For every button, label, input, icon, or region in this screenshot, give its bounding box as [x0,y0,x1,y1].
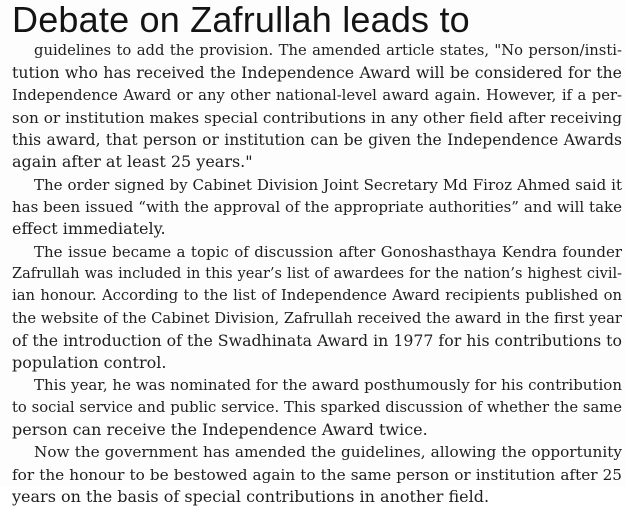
text-line: The order signed by Cabinet Division Joint Secretary Md Firoz Ahmed said it [34,175,622,194]
headline: Debate on Zafrullah leads to [12,0,470,40]
text-line: guidelines to add the provision. The amended article states, "No person/insti- [34,42,622,59]
text-line: This year, he was nominated for the award posthumously for his contribution [34,376,622,395]
text-line: of the introduction of the Swadhinata Award in 1977 for his contributions to [12,330,622,350]
text-line: population control. [12,353,167,373]
article-body [12,40,622,508]
text-line: this award, that person or institution can be given the Independence Awards [12,131,622,150]
paragraph [12,241,622,375]
paragraph [12,374,622,441]
text-line: Now the government has amended the guidelines, allowing the opportunity [34,443,622,462]
text-line: the website of the Cabinet Division, Zafrullah received the award in the first year [12,309,622,327]
text-line: ian honour. According to the list of Independence Award recipients published on [12,287,622,305]
text-line: to social service and public service. This sparked discussion of whether the same [12,398,622,416]
text-line: person can receive the Independence Award twice. [12,420,428,440]
text-line: again after at least 25 years." [12,152,253,172]
text-line: son or institution makes special contributions in any other field after receiving [12,108,622,127]
text-line: years on the basis of special contributions in another field. [12,486,490,506]
text-line: tution who has received the Independence Award will be considered for the [12,63,622,83]
text-line: has been issued “with the approval of the appropriate authorities” and will take [12,198,622,217]
text-line: Zafrullah was included in this year’s list of awardees for the nation’s highest civil- [12,265,622,282]
text-line: Independence Award or any other national-level award again. However, if a per- [12,86,622,104]
text-line: effect immediately. [12,219,166,239]
text-line: for the honour to be bestowed again to the same person or institution after 25 [12,465,622,484]
text-line: The issue became a topic of discussion after Gonoshasthaya Kendra founder [34,242,622,261]
paragraph [12,174,622,241]
paragraph [12,40,622,174]
paragraph [12,441,622,508]
